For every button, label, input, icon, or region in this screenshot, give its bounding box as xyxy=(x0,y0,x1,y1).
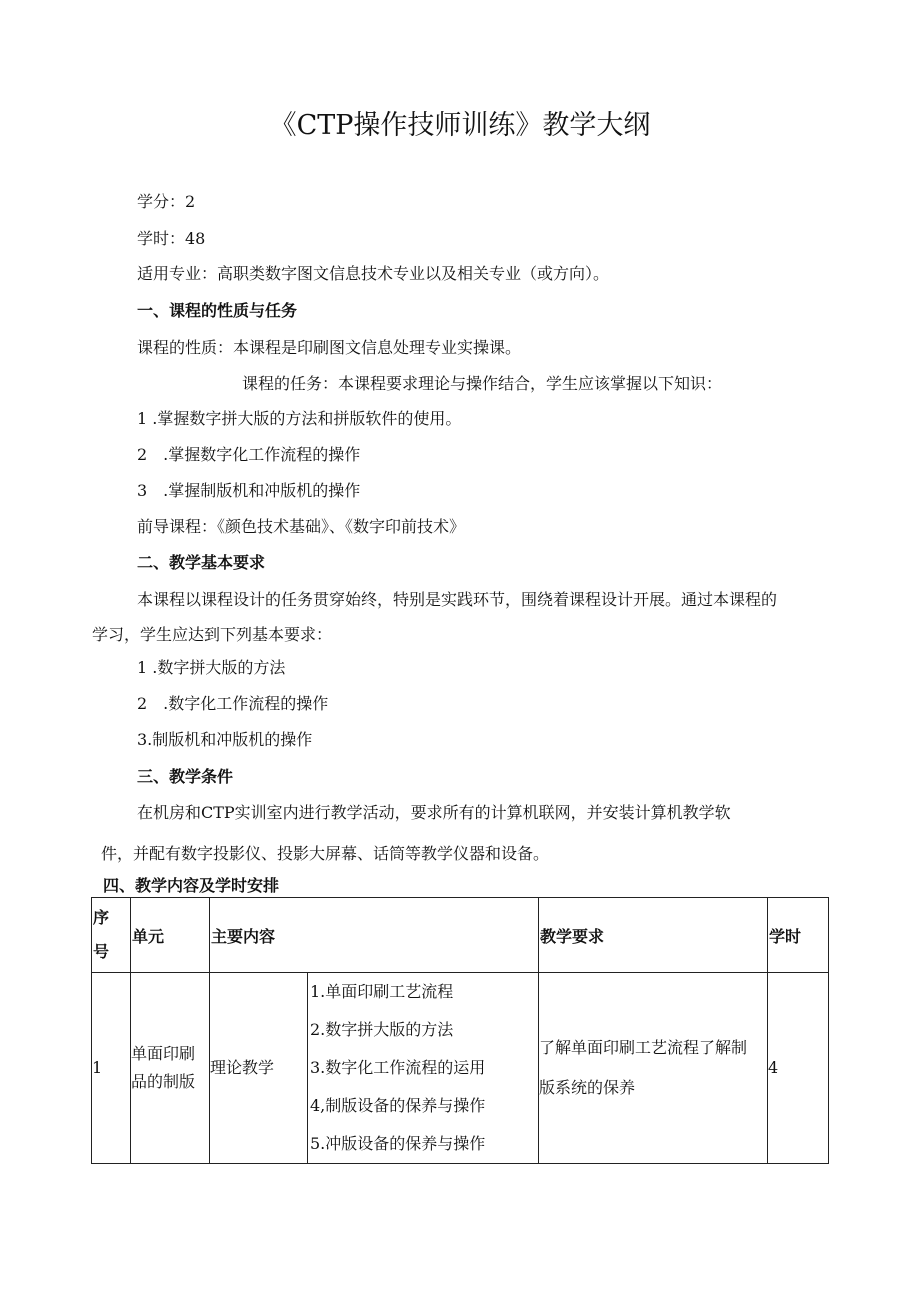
header-content: 主要内容 xyxy=(210,898,539,973)
section-1-heading: 一、课程的性质与任务 xyxy=(137,301,298,320)
header-hours: 学时 xyxy=(768,898,829,973)
cell-unit: 单面印刷 品的制版 xyxy=(131,973,210,1164)
course-nature: 课程的性质：本课程是印刷图文信息处理专业实操课。 xyxy=(137,338,522,357)
content-item: 3.数字化工作流程的运用 xyxy=(310,1058,486,1077)
s2-list-item: 3.制版机和冲版机的操作 xyxy=(137,730,313,749)
s1-list-item: 3 .掌握制版机和冲版机的操作 xyxy=(137,481,361,500)
cell-seq: 1 xyxy=(92,973,131,1164)
section-3-heading: 三、教学条件 xyxy=(137,767,234,786)
header-seq: 序 号 xyxy=(92,898,131,973)
s2-paragraph-line-2: 学习，学生应达到下列基本要求： xyxy=(92,625,333,644)
cell-hours: 4 xyxy=(768,973,829,1164)
cell-requirement: 了解单面印刷工艺流程了解制 版系统的保养 xyxy=(539,973,768,1164)
content-item: 1.单面印刷工艺流程 xyxy=(310,982,454,1001)
prerequisite-courses: 前导课程：《颜色技术基础》、《数字印前技术》 xyxy=(137,517,466,536)
schedule-table xyxy=(91,897,829,1164)
course-task: 课程的任务：本课程要求理论与操作结合，学生应该掌握以下知识： xyxy=(242,374,723,393)
s2-list-item: 2 .数字化工作流程的操作 xyxy=(137,694,329,713)
content-item: 2.数字拼大版的方法 xyxy=(310,1020,454,1039)
page-title: 《CTP操作技师训练》教学大纲 xyxy=(269,110,651,141)
s3-paragraph-line-2: 件，并配有数字投影仪、投影大屏幕、话筒等教学仪器和设备。 xyxy=(101,844,550,863)
table-row xyxy=(92,973,829,1164)
major-line: 适用专业：高职类数字图文信息技术专业以及相关专业（或方向）。 xyxy=(137,264,610,283)
section-4-heading: 四、教学内容及学时安排 xyxy=(103,876,280,895)
table-header-row xyxy=(92,898,829,973)
s2-paragraph-line-1: 本课程以课程设计的任务贯穿始终，特别是实践环节，围绕着课程设计开展。通过本课程的 xyxy=(137,590,778,609)
s3-paragraph-line-1: 在机房和CTP实训室内进行教学活动，要求所有的计算机联网，并安装计算机教学软 xyxy=(137,803,731,822)
cell-type: 理论教学 xyxy=(210,973,308,1164)
cell-content-list xyxy=(308,973,539,1164)
credit-line: 学分：2 xyxy=(137,192,196,211)
content-item: 4,制版设备的保养与操作 xyxy=(310,1096,486,1115)
content-item: 5.冲版设备的保养与操作 xyxy=(310,1134,486,1153)
section-2-heading: 二、教学基本要求 xyxy=(137,553,266,572)
header-requirement: 教学要求 xyxy=(539,898,768,973)
header-unit: 单元 xyxy=(131,898,210,973)
s1-list-item: 2 .掌握数字化工作流程的操作 xyxy=(137,445,361,464)
s1-list-item: 1 .掌握数字拼大版的方法和拼版软件的使用。 xyxy=(137,409,462,428)
hours-line: 学时：48 xyxy=(137,229,206,248)
s2-list-item: 1 .数字拼大版的方法 xyxy=(137,658,286,677)
